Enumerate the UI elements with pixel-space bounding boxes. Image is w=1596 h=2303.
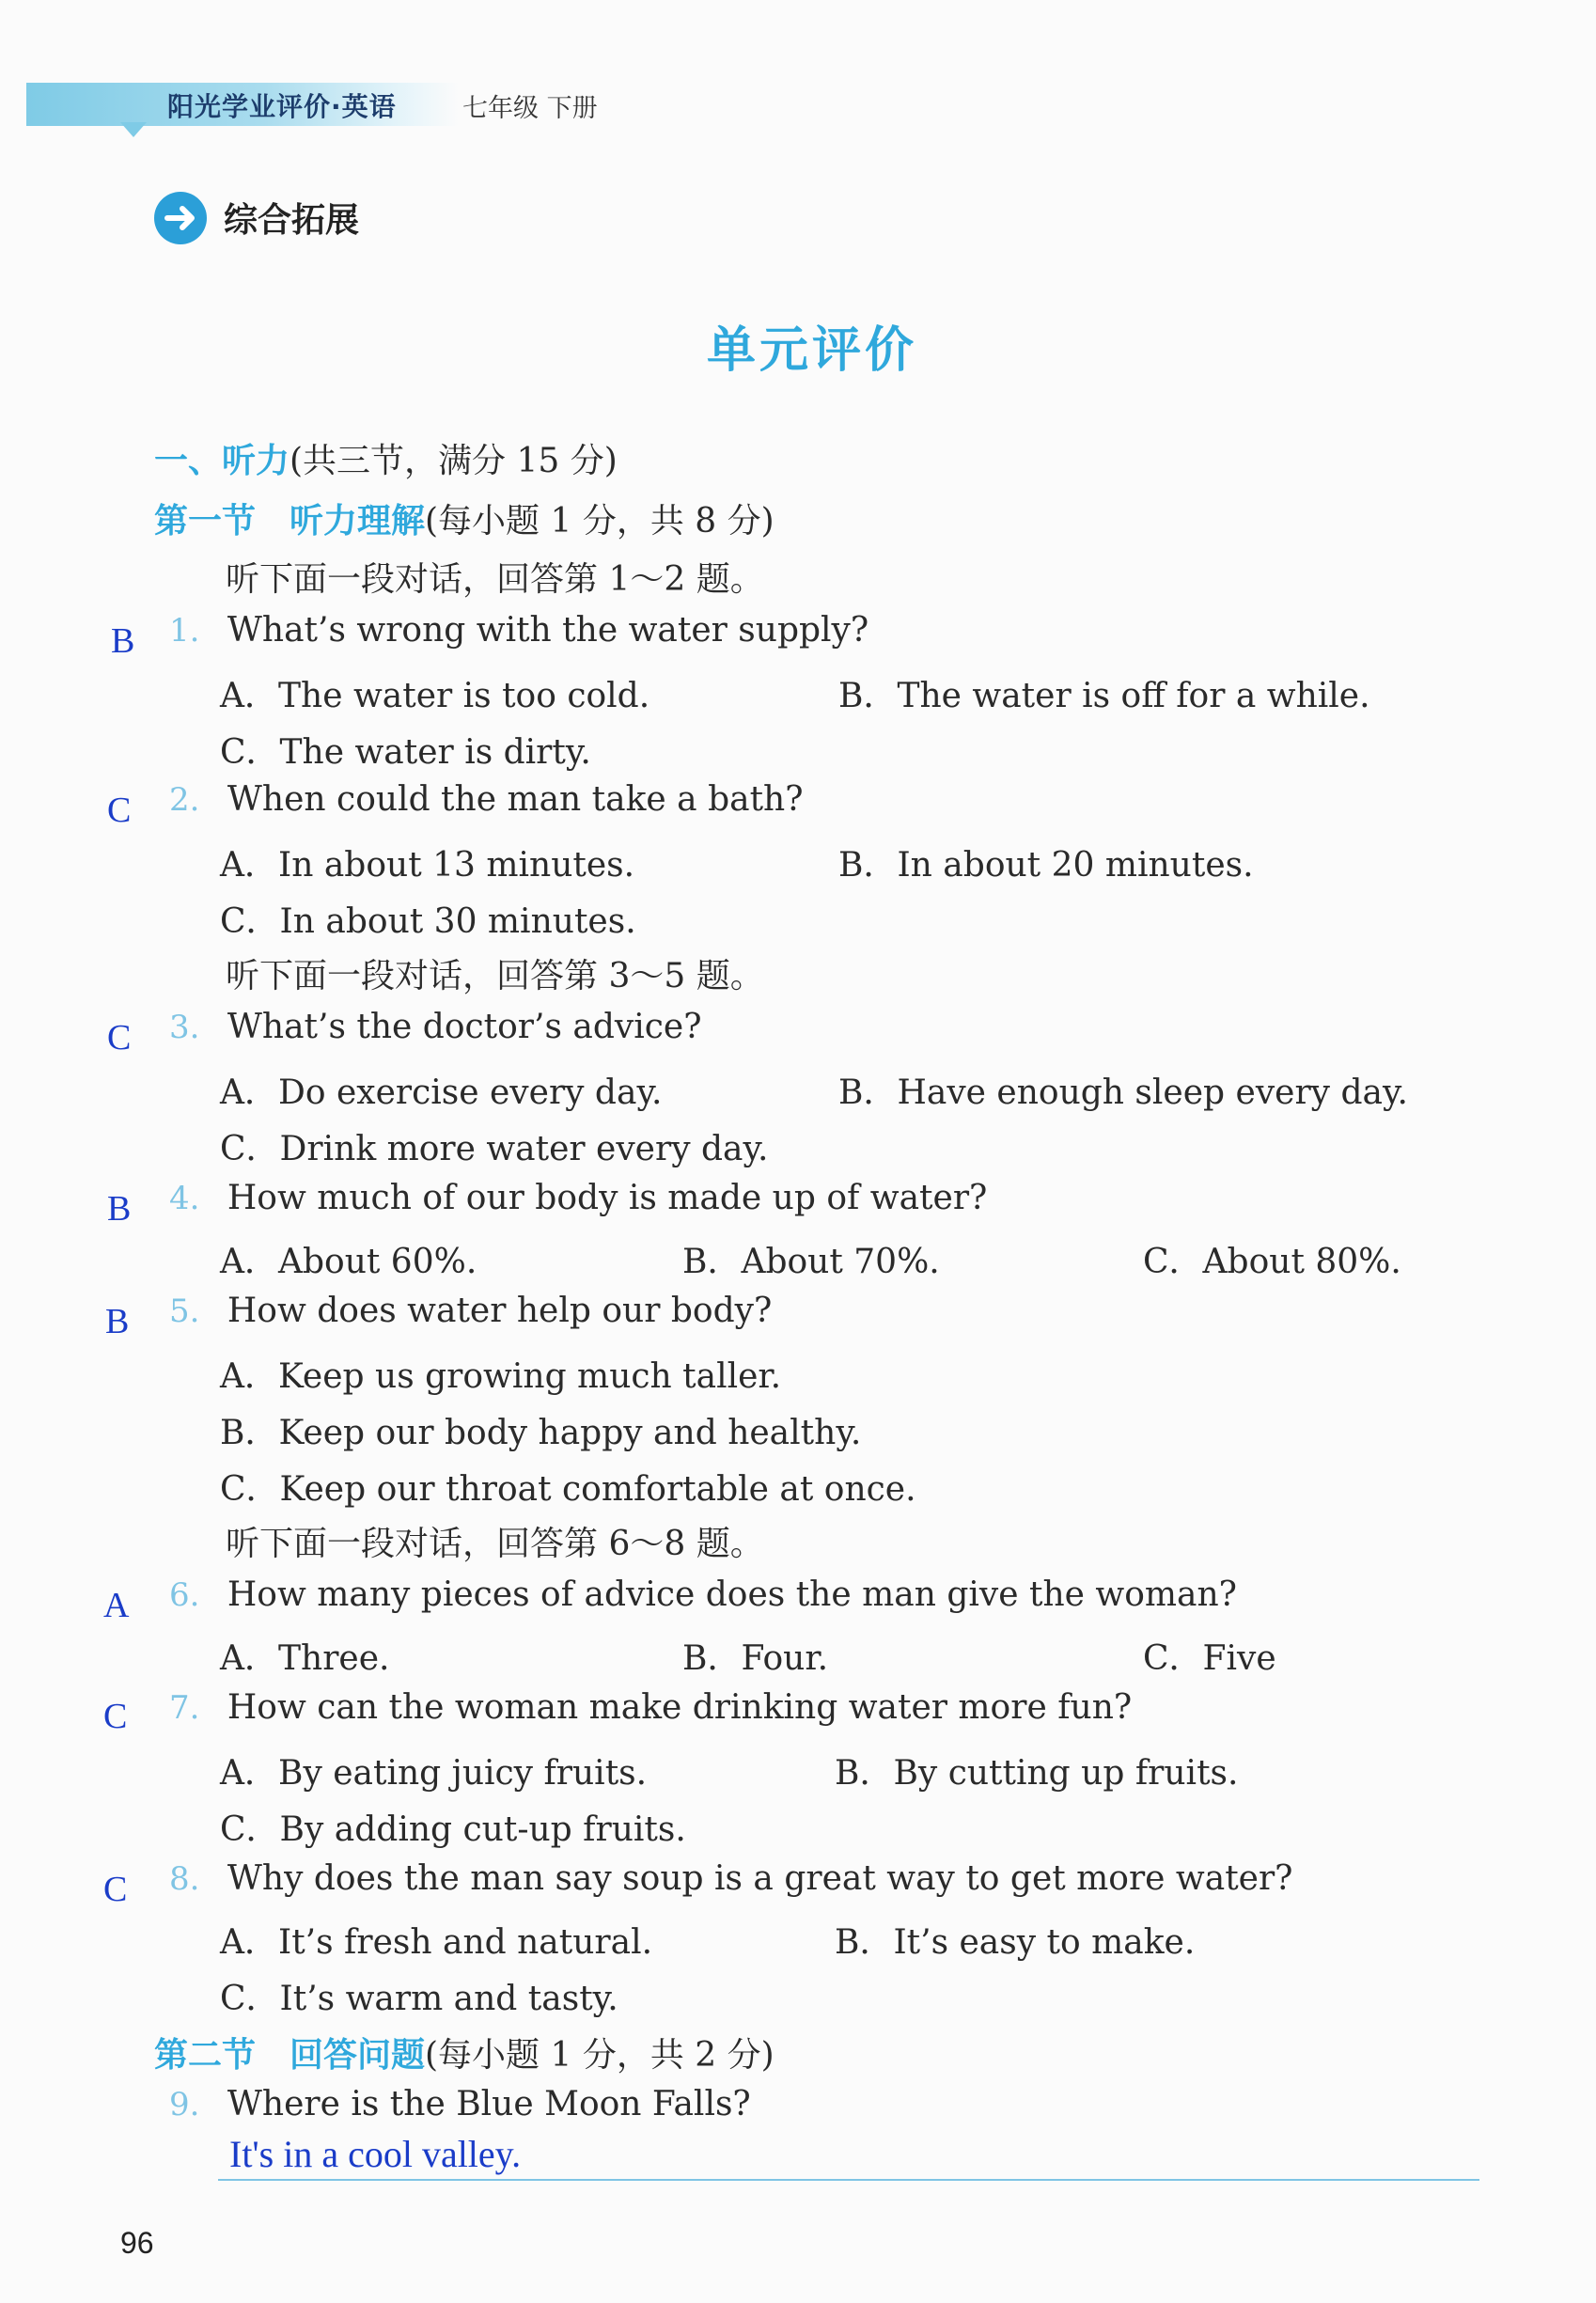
question-text: When could the man take a bath? [227,780,804,819]
option-b: B．In about 20 minutes. [838,846,1254,885]
question [169,1688,1132,1727]
dialogue-instruction: 听下面一段对话，回答第 1～2 题。 [226,560,764,599]
question [169,780,804,819]
question-number: 3. [169,1009,200,1046]
section-title-tail: (每小题 1 分，共 8 分) [425,502,775,540]
question-number: 9. [169,2086,200,2123]
section-title-head: 第二节 回答问题 [154,2035,426,2075]
question [169,1292,772,1330]
option-c: C．In about 30 minutes. [220,902,636,941]
option-c: C．By adding cut-up fruits. [220,1810,686,1849]
question [169,1008,702,1046]
question-number: 1. [169,612,200,650]
handwritten-answer-text: It's in a cool valley. [229,2133,522,2175]
question [169,2085,751,2123]
part-title-tail: (共三节，满分 15 分) [289,442,618,480]
question [169,1575,1237,1614]
question-text: How much of our body is made up of water? [227,1179,988,1217]
question-number: 6. [169,1576,200,1614]
option-a: A．In about 13 minutes. [220,846,635,885]
option-a: A．Keep us growing much taller. [220,1357,782,1396]
part-title-head: 一、听力 [154,441,290,480]
option-b: B．Keep our body happy and healthy. [220,1414,862,1452]
header-notch [120,122,147,137]
handwritten-answer: C [107,791,132,830]
option-a: A．It’s fresh and natural. [220,1923,653,1962]
handwritten-answer: A [103,1586,130,1625]
question [169,611,868,650]
section-title [154,2029,775,2076]
book-title: 阳光学业评价·英语 [167,91,397,122]
page-number: 96 [120,2226,154,2260]
part-title [154,434,618,482]
option-b: B．The water is off for a while. [838,677,1370,715]
handwritten-answer: C [103,1697,128,1736]
question [169,1859,1292,1898]
option-c: C．The water is dirty. [220,733,591,772]
section-title [154,494,775,542]
question-text: What’s the doctor’s advice? [227,1008,702,1046]
dialogue-instruction: 听下面一段对话，回答第 3～5 题。 [226,957,764,995]
book-grade: 七年级 下册 [462,94,598,123]
section-title-head: 第一节 听力理解 [154,501,426,540]
option-b: B．Have enough sleep every day. [838,1073,1408,1112]
handwritten-answer: B [105,1302,130,1341]
option-a: A．Do exercise every day. [220,1073,663,1112]
option-a: A．Three. [220,1639,390,1678]
question-text: Why does the man say soup is a great way to get more water? [227,1859,1293,1898]
handwritten-answer: B [111,621,135,661]
option-b: B．By cutting up fruits. [835,1754,1239,1793]
handwritten-answer: B [107,1189,132,1229]
question [169,1179,987,1217]
question-text: How can the woman make drinking water more fun? [227,1688,1133,1727]
option-b: B．Four. [682,1639,829,1678]
question-number: 7. [169,1689,200,1727]
question-number: 2. [169,781,200,819]
option-a: A．The water is too cold. [220,677,650,715]
option-c: C．It’s warm and tasty. [220,1980,618,2018]
question-number: 5. [169,1292,200,1330]
option-a: A．About 60%. [220,1243,477,1281]
option-c: C．Drink more water every day. [220,1130,769,1168]
section-label: 综合拓展 [224,201,360,240]
question-number: 8. [169,1860,200,1898]
unit-title: 单元评价 [707,321,918,379]
question-text: What’s wrong with the water supply? [227,611,869,650]
option-b: B．It’s easy to make. [835,1923,1196,1962]
option-c: C．Keep our throat comfortable at once. [220,1470,916,1509]
dialogue-instruction: 听下面一段对话，回答第 6～8 题。 [226,1525,764,1563]
section-title-tail: (每小题 1 分，共 2 分) [425,2036,775,2075]
option-c: C．About 80%. [1143,1243,1401,1281]
question-text: How many pieces of advice does the man give the woman? [227,1575,1237,1614]
option-c: C．Five [1143,1639,1276,1678]
option-a: A．By eating juicy fruits. [220,1754,648,1793]
option-b: B．About 70%. [682,1243,940,1281]
handwritten-answer: C [103,1870,128,1909]
question-number: 4. [169,1180,200,1217]
answer-line [218,2179,1479,2181]
question-text: Where is the Blue Moon Falls? [227,2085,751,2123]
arrow-right-icon [154,192,207,244]
handwritten-answer: C [107,1018,132,1058]
question-text: How does water help our body? [227,1292,773,1330]
